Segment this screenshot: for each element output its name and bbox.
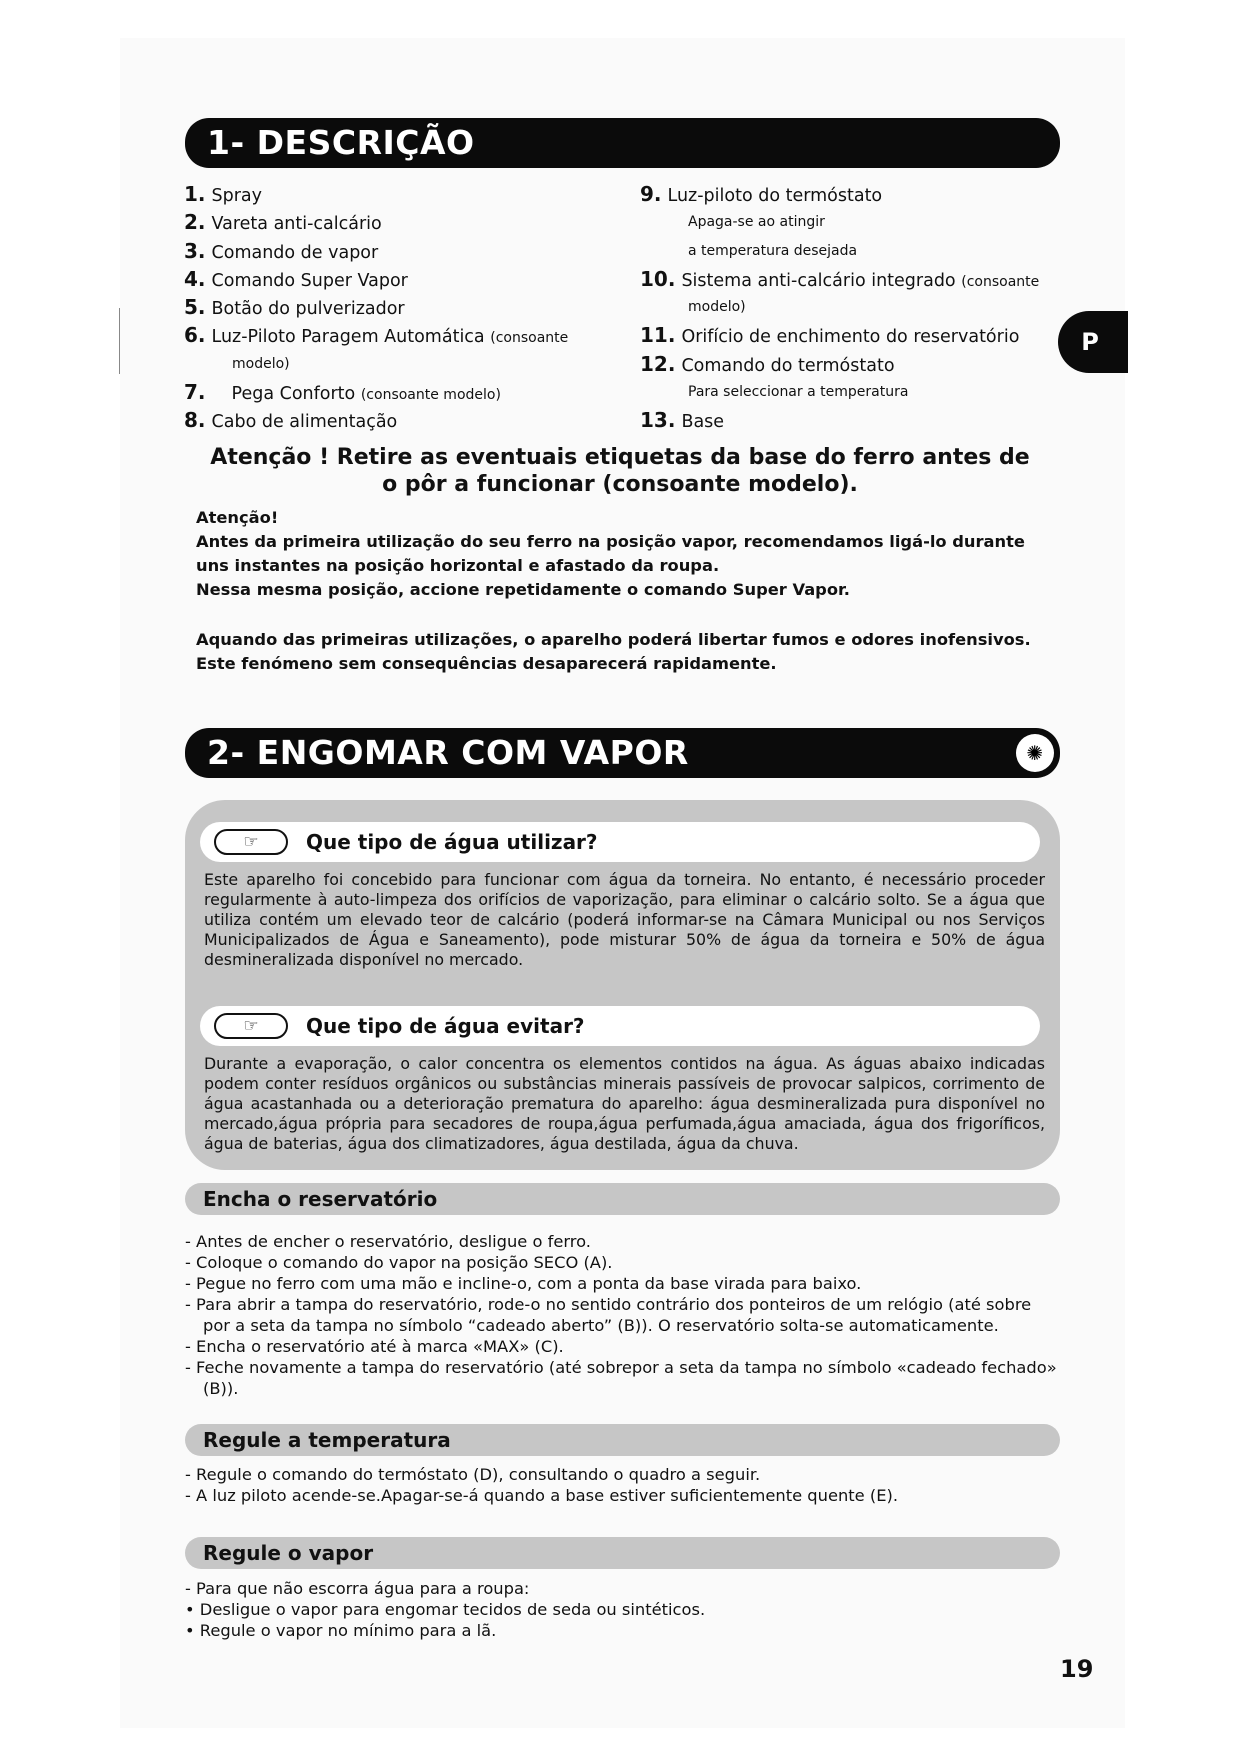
water-use-text: Este aparelho foi concebido para funcionar com água da torneira. No entanto, é necessário proceder regularmente à auto-limpeza dos orifícios de vaporização, para eliminar o calcário solto. Se a água que utiliza contém um elevado teor de calcário (poderá informar-se na Câmara Municipal ou nos Serviços Municipalizados de Água e Saneamento), pode misturar 50% de água da torneira e 50% de água desmineralizada disponível no mercado.	[204, 870, 1045, 969]
list-item: 10. Sistema anti-calcário integrado (consoante	[640, 266, 1040, 291]
section-2-title: 2- ENGOMAR COM VAPOR	[207, 733, 689, 772]
list-item: - Feche novamente a tampa do reservatório (até sobrepor a seta da tampa no símbolo «cadeado fechado» (B)).	[185, 1358, 1057, 1398]
list-item: 4. Comando Super Vapor	[184, 266, 408, 291]
subheading-steam: Regule o vapor	[185, 1537, 1060, 1569]
water-avoid-text: Durante a evaporação, o calor concentra os elementos contidos na água. As águas abaixo indicadas podem conter resíduos orgânicos ou substâncias minerais passíveis de provocar salpicos, corrimento de água acastanhada ou a deterioração prematura do aparelho: água desmineralizada pura disponível no mercado,água própria para secadores de roupa,água perfumada,água amaciada, água dos frigoríficos, água de baterias, água dos climatizadores, água destilada, água da chuva.	[204, 1054, 1045, 1153]
list-item: - Antes de encher o reservatório, desligue o ferro.	[185, 1232, 591, 1251]
list-item: - A luz piloto acende-se.Apagar-se-á quando a base estiver suficientemente quente (E).	[185, 1486, 899, 1505]
list-item: 11. Orifício de enchimento do reservatório	[640, 323, 1020, 348]
description-list-left	[184, 180, 624, 435]
list-item: - Para abrir a tampa do reservatório, rode-o no sentido contrário dos ponteiros de um relógio (até sobre por a seta da tampa no símbolo “cadeado aberto” (B)). O reservatório solta-se automaticamente.	[185, 1295, 1032, 1335]
section-2-header	[185, 728, 1060, 778]
list-item: 3. Comando de vapor	[184, 238, 379, 263]
list-item: 12. Comando do termóstato	[640, 351, 895, 376]
list-item: - Pegue no ferro com uma mão e incline-o, com a ponta da base virada para baixo.	[185, 1274, 862, 1293]
attention-notes	[196, 506, 1056, 602]
section-1-header	[185, 118, 1060, 168]
list-item: • Regule o vapor no mínimo para a lã.	[185, 1621, 497, 1640]
list-item: 1. Spray	[184, 182, 263, 206]
list-item: - Para que não escorra água para a roupa:	[185, 1579, 530, 1598]
pointing-hand-icon: ☞	[214, 1013, 288, 1039]
list-item: 13. Base	[640, 408, 725, 433]
list-item: 2. Vareta anti-calcário	[184, 210, 382, 235]
attention-paragraph: Antes da primeira utilização do seu ferro na posição vapor, recomendamos ligá-lo durante uns instantes na posição horizontal e afastado da roupa.	[196, 532, 1025, 575]
temperature-steps	[185, 1464, 1060, 1506]
attention-label: Atenção!	[196, 508, 279, 527]
attention-note-fumes	[196, 628, 1056, 676]
question-title: Que tipo de água evitar?	[306, 1014, 585, 1038]
list-item: - Regule o comando do termóstato (D), consultando o quadro a seguir.	[185, 1465, 761, 1484]
subheading-temperature: Regule a temperatura	[185, 1424, 1060, 1456]
list-item-continuation: Apaga-se ao atingir	[688, 214, 825, 231]
list-item: 9. Luz-piloto do termóstato	[640, 182, 883, 206]
question-title: Que tipo de água utilizar?	[306, 830, 598, 854]
list-item: 7. Pega Conforto (consoante modelo)	[184, 380, 501, 405]
attention-heading: Atenção ! Retire as eventuais etiquetas da base do ferro antes de o pôr a funcionar (consoante modelo).	[210, 445, 1030, 497]
question-water-avoid	[200, 1006, 1040, 1046]
section-1-title: 1- DESCRIÇÃO	[207, 123, 475, 162]
language-tab-label: P	[1081, 328, 1099, 356]
list-item: - Encha o reservatório até à marca «MAX» (C).	[185, 1337, 564, 1356]
attention-paragraph: Aquando das primeiras utilizações, o aparelho poderá libertar fumos e odores inofensivos. Este fenómeno sem consequências desaparecerá rapidamente.	[196, 630, 1031, 673]
list-item: • Desligue o vapor para engomar tecidos de seda ou sintéticos.	[185, 1600, 706, 1619]
question-water-use	[200, 822, 1040, 862]
margin-line	[119, 308, 120, 374]
steam-steps	[185, 1578, 1060, 1641]
subheading-fill-tank: Encha o reservatório	[185, 1183, 1060, 1215]
list-item-continuation: Para seleccionar a temperatura	[688, 384, 909, 401]
list-item: - Coloque o comando do vapor na posição SECO (A).	[185, 1253, 613, 1272]
fill-tank-steps	[185, 1231, 1060, 1399]
list-item-continuation: modelo)	[688, 299, 746, 316]
list-item-continuation: modelo)	[232, 355, 290, 372]
list-item: 6. Luz-Piloto Paragem Automática (consoante	[184, 323, 569, 348]
language-tab	[1058, 311, 1128, 373]
description-list-right	[640, 180, 1040, 435]
list-item-continuation: a temperatura desejada	[688, 242, 858, 259]
list-item: 8. Cabo de alimentação	[184, 408, 398, 433]
pointing-hand-icon: ☞	[214, 829, 288, 855]
attention-paragraph: Nessa mesma posição, accione repetidamente o comando Super Vapor.	[196, 580, 850, 599]
steam-icon: ✺	[1016, 734, 1054, 772]
list-item: 5. Botão do pulverizador	[184, 295, 405, 320]
page-number: 19	[1060, 1655, 1094, 1683]
